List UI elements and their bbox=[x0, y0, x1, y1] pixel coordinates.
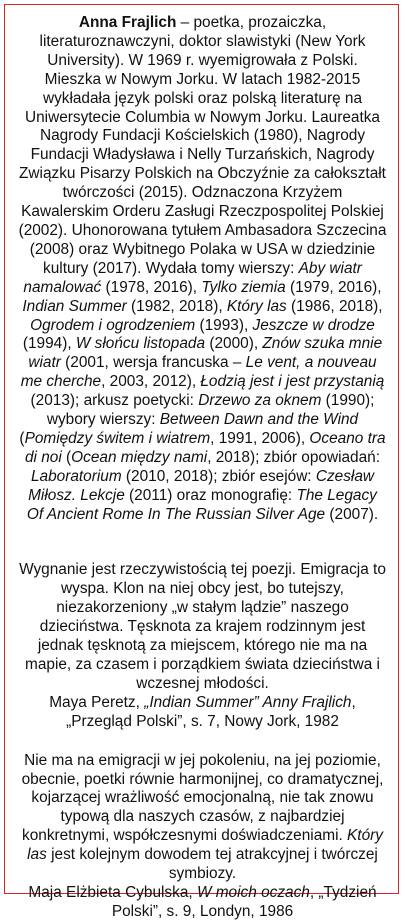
bio-text: (2010, 2018); zbiór esejów: bbox=[121, 467, 316, 485]
bio-text: ( bbox=[61, 448, 72, 466]
author-bio bbox=[18, 14, 387, 524]
bio-text: ( bbox=[19, 429, 25, 447]
bio-text: (1993), bbox=[195, 316, 253, 334]
bio-text: (1979, 2016), bbox=[285, 278, 382, 296]
bio-text: (1990); wybory wierszy: bbox=[46, 392, 375, 429]
book-title: Który las bbox=[226, 297, 287, 315]
bio-text: , 2003, 2012), bbox=[101, 373, 201, 391]
author-name: Anna Frajlich bbox=[78, 14, 177, 31]
bio-text: (1994), bbox=[22, 335, 76, 353]
bio-text: (1978, 2016), bbox=[101, 278, 202, 296]
book-title: Tylko ziemia bbox=[201, 278, 286, 296]
quote-attribution bbox=[18, 694, 387, 732]
quote-title: W moich oczach bbox=[196, 883, 310, 901]
book-title: Czesław Miłosz. Lekcje bbox=[28, 467, 375, 504]
book-title: Laboratorium bbox=[30, 467, 122, 485]
quote-source: , „Tydzień Polski”, s. 9, Londyn, 1986 bbox=[111, 883, 377, 920]
book-title: Ogrodem i ogrodzeniem bbox=[30, 316, 196, 334]
book-title: Aby wiatr namalować bbox=[23, 259, 362, 296]
book-title: Between Dawn and the Wind bbox=[159, 411, 359, 429]
quote-text bbox=[18, 752, 387, 884]
quote-author: Maya Peretz, bbox=[49, 693, 145, 711]
book-title: Łodzią jest i jest przystanią bbox=[200, 373, 385, 391]
book-title: Drzewo za oknem bbox=[198, 392, 322, 410]
book-title: Oceano tra di noi bbox=[24, 429, 386, 466]
book-title: Jeszcze w drodze bbox=[252, 316, 375, 334]
book-title: W słońcu listopada bbox=[75, 335, 206, 353]
bio-text: (1986, 2018), bbox=[286, 297, 383, 315]
quote-title: „Indian Summer” Anny Frajlich bbox=[144, 693, 352, 711]
quote-attribution bbox=[18, 884, 387, 922]
quote-author: Maja Elżbieta Cybulska, bbox=[28, 883, 197, 901]
bio-text: (2001, wersja francuska – bbox=[60, 354, 246, 372]
bio-text: (2011) oraz monografię: bbox=[124, 486, 297, 504]
bio-text: (2007). bbox=[325, 505, 379, 523]
quote-text-part: jest kolejnym dowodem tej atrakcyjnej i twórczej symbiozy. bbox=[46, 846, 378, 883]
book-title: Pomiędzy świtem i wiatrem bbox=[24, 429, 211, 447]
bio-text: (2000), bbox=[205, 335, 263, 353]
page-content bbox=[18, 14, 387, 922]
bio-text: (1982, 2018), bbox=[126, 297, 227, 315]
book-title: The Legacy Of Ancient Rome In The Russian Silver Age bbox=[26, 486, 377, 523]
quote-text-part: Nie ma na emigracji w jej pokoleniu, na jej poziomie, obecnie, poetki równie harmonijnej, co dramatycznej, kojarzącej wrażliwość emocjonalną, nie tak znowu typową dla naszych czasów, z najbardziej konkretnymi, współczesnymi doświadczeniami. bbox=[21, 751, 384, 845]
review-quote-1 bbox=[18, 561, 387, 731]
bio-text: – poetka, prozaiczka, literaturoznawczyni, doktor slawistyki (New York University). W 1969 r. wyemigrowała z Polski. Mieszka w Nowym Jorku. W latach 1982-2015 wykładała język polski oraz polską literaturę na Uniwersytecie Columbia w Nowym Jorku. Laureatka Nagrody Fundacji Kościelskich (1980), Nagrody Fundacji Władysława i Nelly Turzańskich, Nagrody Związku Pisarzy Polskich na Obczyźnie za całokształt twórczości (2015). Odznaczona Krzyżem Kawalerskim Orderu Zasługi Rzeczpospolitej Polskiej (2002). Uhonorowana tytułem Ambasadora Szczecina (2008) oraz Wybitnego Polaka w USA w dziedzinie kultury (2017). Wydała tomy wierszy: bbox=[18, 14, 387, 277]
review-quote-2 bbox=[18, 752, 387, 922]
quote-source: , „Przegląd Polski”, s. 7, Nowy Jork, 1982 bbox=[66, 693, 356, 730]
bio-text: , 2018); zbiór opowiadań: bbox=[207, 448, 381, 466]
book-title: Który las bbox=[27, 827, 383, 864]
book-title: Znów szuka mnie wiatr bbox=[28, 335, 383, 372]
bio-text: , 1991, 2006), bbox=[210, 429, 310, 447]
book-title: Ocean między nami bbox=[71, 448, 208, 466]
book-title: Indian Summer bbox=[22, 297, 127, 315]
book-title: Le vent, a nouveau me cherche bbox=[20, 354, 377, 391]
bio-text: (2013); arkusz poetycki: bbox=[30, 392, 199, 410]
quote-text: Wygnanie jest rzeczywistością tej poezji. Emigracja to wyspa. Klon na niej obcy jest, bo tutejszy, niezakorzeniony „w stałym lądzie” naszego dzieciństwa. Tęsknota za krajem rodzinnym jest jednak tęsknotą za miejscem, którego nie ma na mapie, za czasem i porządkiem świata dzieciństwa i wczesnej młodości. bbox=[19, 561, 386, 692]
